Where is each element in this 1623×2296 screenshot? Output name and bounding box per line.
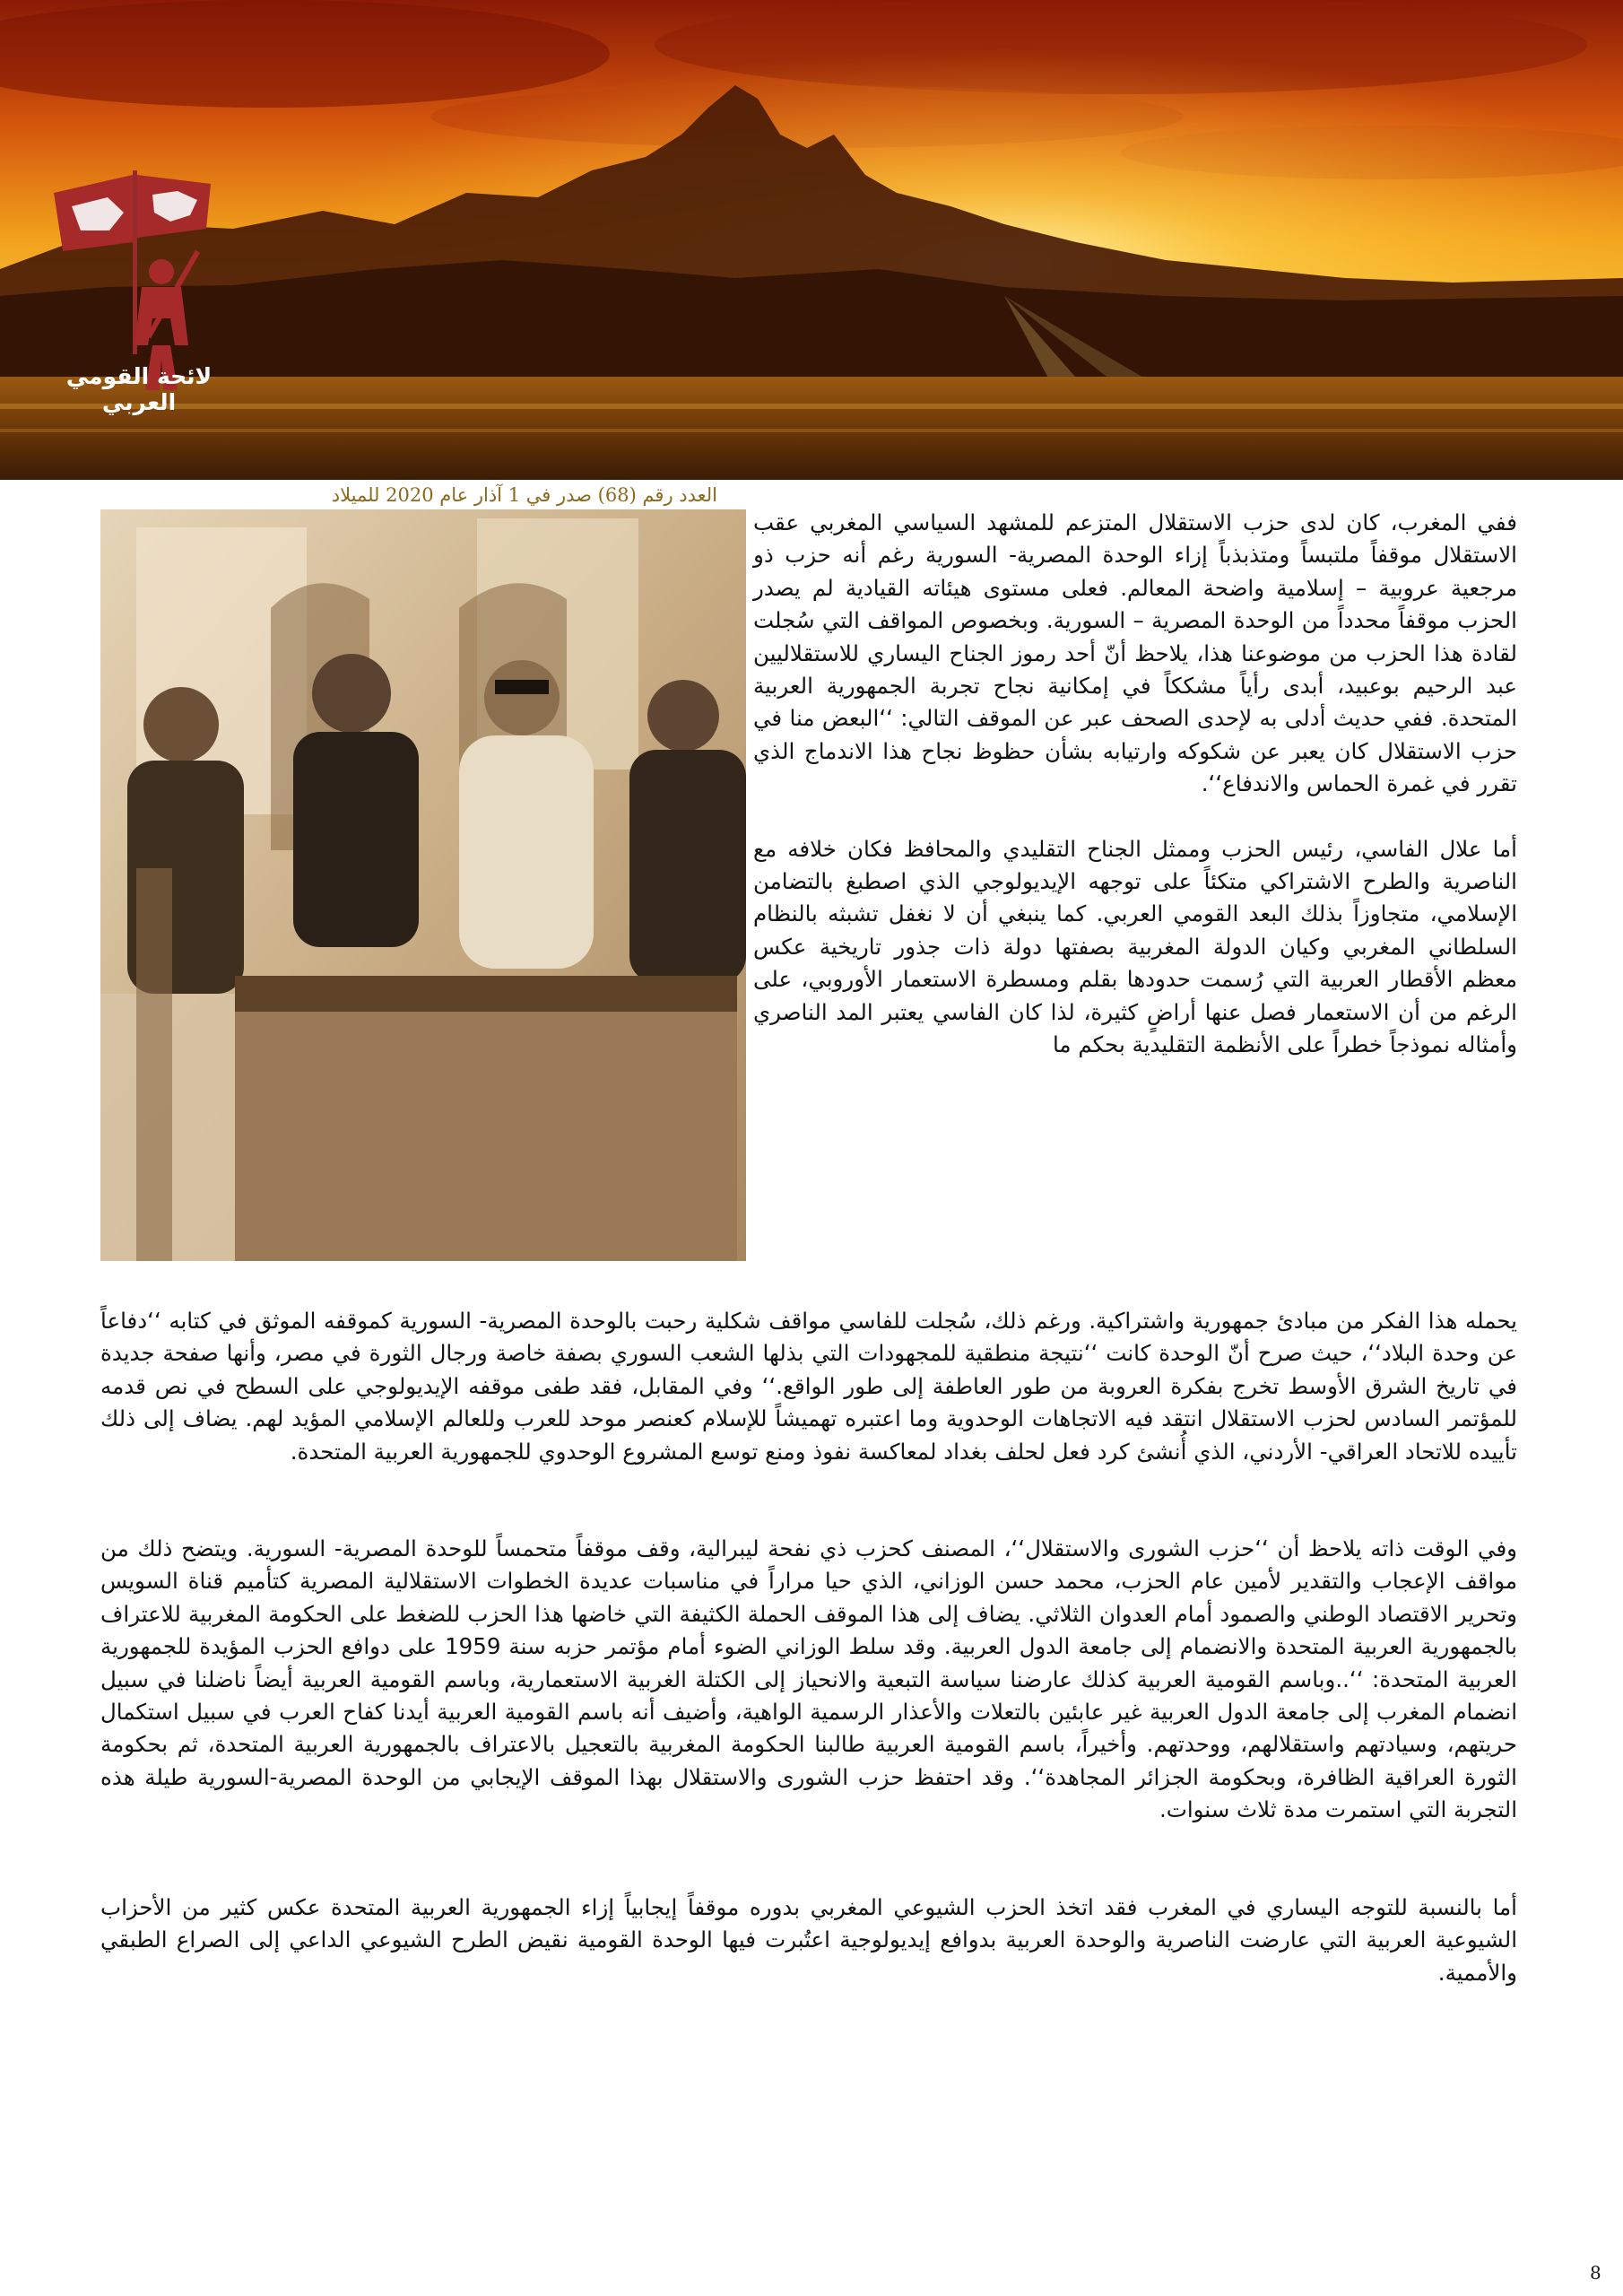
article-paragraph: يحمله هذا الفكر من مبادئ جمهورية واشتراكية. ورغم ذلك، سُجلت للفاسي مواقف شكلية رحبت بالوحدة المصرية- السورية كموقفه الموثق في كتابه ‘‘دفاعاً عن وحدة البلاد‘‘، حيث صرح أنّ الوحدة كانت ‘‘نتيجة منطقية للمجهودات التي بذلها الشعب السوري بصفة خاصة ورجال الثورة في مصر، وأنها صفحة جديدة في تاريخ الشرق الأوسط تخرج بفكرة العروبة من طور العاطفة إلى طور الواقع.‘‘ وفي المقابل، فقد طفى موقفه الإيديولوجي على السطح في نص قدمه للمؤتمر السادس لحزب الاستقلال انتقد فيه الاتجاهات الوحدوية وما اعتبره تهميشاً للإسلام كعنصر موحد للعرب وللعالم الإسلامي المؤيد لهم. يضاف إلى ذلك تأييده للاتحاد العراقي- الأردني، الذي أُنشئ كرد فعل لحلف بغداد لمعاكسة نفوذ ومنع توسع المشروع الوحدوي للجمهورية العربية المتحدة. [100,1308,1517,1465]
article-paragraph: أما علال الفاسي، رئيس الحزب وممثل الجناح التقليدي والمحافظ فكان خلافه مع الناصرية والطرح الاشتراكي متكئاً على توجهه الإيديولوجي الذي اصطبغ بالتضامن الإسلامي، متجاوزاً بذلك البعد القومي العربي. كما ينبغي أن لا نغفل تشبثه بالنظام السلطاني المغربي وكيان الدولة المغربية بصفتها دولة ذات جذور تاريخية عكس معظم الأقطار العربية التي رُسمت حدودها بقلم ومسطرة الاستعمار الأوروبي، على الرغم من أن الاستعمار فصل عنها أراضٍ كثيرة، لذا كان الفاسي يعتبر المد الناصري وأمثاله نموذجاً خطراً على الأنظمة التقليدية بحكم ما [753,835,1517,1058]
page-number: 8 [1590,2262,1601,2283]
meeting-photo-image [100,509,746,1261]
article-paragraph: ففي المغرب، كان لدى حزب الاستقلال المتزعم للمشهد السياسي المغربي عقب الاستقلال موقفاً ملتبساً ومتذبذباً إزاء الوحدة المصرية- السورية رغم أنه حزب ذو مرجعية عروبية – إسلامية واضحة المعالم. فعلى مستوى هيئاته القيادية لم يصدر الحزب موقفاً محدداً من الوحدة المصرية – السورية. وبخصوص المواقف التي سُجلت لقادة هذا الحزب من موضوعنا هذا، يلاحظ أنّ أحد رموز الجناح اليساري للاستقلاليين عبد الرحيم بوعبيد، أبدى رأياً مشككاً في إمكانية نجاح تجربة الجمهورية العربية المتحدة. ففي حديث أدلى به لإحدى الصحف عبر عن الموقف التالي: ‘‘البعض منا في حزب الاستقلال كان يعبر عن شكوكه وارتيابه بشأن حظوظ نجاح هذا الاندماج الذي تقرر في غمرة الحماس والاندفاع‘‘. [753,509,1517,797]
article-paragraph: وفي الوقت ذاته يلاحظ أن ‘‘حزب الشورى والاستقلال‘‘، المصنف كحزب ذي نفحة ليبرالية، وقف موقفاً متحمساً للوحدة المصرية- السورية. ويتضح ذلك من مواقف الإعجاب والتقدير لأمين عام الحزب، محمد حسن الوزاني، الذي حيا مراراً في مناسبات عديدة الخطوات الاستقلالية المصرية كتأميم قناة السويس وتحرير الاقتصاد الوطني والصمود أمام العدوان الثلاثي. يضاف إلى هذا الموقف الحملة الكثيفة التي خاضها هذا الحزب للضغط على الحكومة المغربية للاعتراف بالجمهورية العربية المتحدة والانضمام إلى جامعة الدول العربية. وقد سلط الوزاني الضوء أمام مؤتمر حزبه سنة 1959 على دوافع الحزب المؤيدة للجمهورية العربية المتحدة: ‘‘..وباسم القومية العربية كذلك عارضنا سياسة التبعية والانحياز إلى الكتلة الغربية الاستعمارية، وباسم القومية العربية أيضاً ناضلنا في سبيل انضمام المغرب إلى جامعة الدول العربية غير عابئين بالتعلات والأعذار الرسمية الواهية، وأضيف أنه باسم القومية العربية أيدنا كفاح العرب في سبيل استكمال حريتهم، وسيادتهم واستقلالهم، ووحدتهم. وأخيراً، باسم القومية العربية طالبنا الحكومة المغربية بالتعجيل بالاعتراف بالجمهورية العربية المتحدة، ثم بحكومة الثورة العراقية الظافرة، وبحكومة الجزائر المجاهدة‘‘. وقد احتفظ حزب الشورى والاستقلال بهذا الموقف الإيجابي من الوحدة المصرية-السورية طيلة هذه التجربة التي استمرت مدة ثلاث سنوات. [100,1535,1517,1823]
historic-photo [100,509,746,1261]
issue-date-line: العدد رقم (68) صدر في 1 آذار عام 2020 للميلاد [331,484,717,506]
article-paragraph: أما بالنسبة للتوجه اليساري في المغرب فقد اتخذ الحزب الشيوعي المغربي بدوره موقفاً إيجابياً إزاء الجمهورية العربية المتحدة عكس كثير من الأحزاب الشيوعية العربية التي عارضت الناصرية والوحدة العربية بدوافع إيديولوجية اعتُبرت فيها الوحدة القومية نقيض الطرح الشيوعي الداعي إلى الصراع الطبقي والأممية. [100,1893,1517,1986]
article-column-full [100,1305,1517,1989]
article-column-right [753,507,1517,1062]
logo-text: لائحة القومي العربي [65,363,213,415]
